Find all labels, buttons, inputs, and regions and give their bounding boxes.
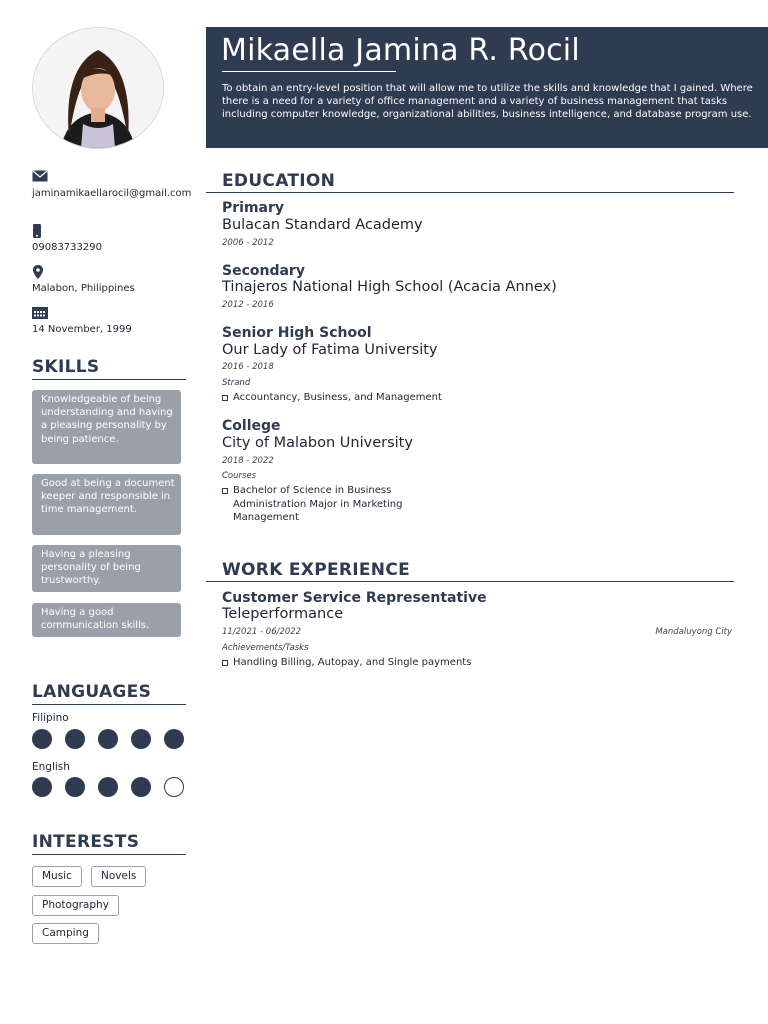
- skills-heading: SKILLS: [32, 357, 186, 380]
- rating-dot: [98, 777, 118, 797]
- language-name: Filipino: [32, 712, 69, 724]
- interest-tag: Music: [32, 866, 82, 887]
- rating-dot: [131, 729, 151, 749]
- education-level: College: [222, 418, 281, 434]
- interest-tag: Camping: [32, 923, 99, 944]
- rating-dot: [98, 729, 118, 749]
- work-sublabel: Achievements/Tasks: [222, 643, 309, 653]
- skill-item: Knowledgeable of being understanding and having a pleasing personality by being patience.: [32, 390, 181, 464]
- rating-dot: [32, 777, 52, 797]
- rating-dot: [164, 729, 184, 749]
- education-level: Primary: [222, 200, 285, 216]
- education-bullet: Accountancy, Business, and Management: [222, 391, 493, 405]
- education-school: City of Malabon University: [222, 435, 413, 451]
- skill-item: Having a good communication skills.: [32, 603, 181, 637]
- skill-item: Good at being a document keeper and responsible in time management.: [32, 474, 181, 535]
- education-sublabel: Strand: [222, 378, 251, 388]
- interest-tag: Novels: [91, 866, 146, 887]
- work-company: Teleperformance: [222, 606, 344, 622]
- language-rating-english: [32, 777, 184, 797]
- education-bullet: Bachelor of Science in Business Administration Major in Marketing Management: [222, 484, 433, 525]
- interests-heading: INTERESTS: [32, 832, 186, 855]
- location-text: Malabon, Philippines: [32, 283, 135, 294]
- candidate-name: Mikaella Jamina R. Rocil: [221, 33, 580, 68]
- education-sublabel: Courses: [222, 471, 257, 481]
- work-position: Customer Service Representative: [222, 590, 487, 606]
- rating-dot: [65, 777, 85, 797]
- education-dates: 2016 - 2018: [222, 362, 274, 372]
- education-level: Secondary: [222, 263, 305, 279]
- languages-heading: LANGUAGES: [32, 682, 186, 705]
- contact-birthday: [32, 306, 192, 336]
- phone-text[interactable]: 09083733290: [32, 242, 102, 253]
- contact-location: [32, 265, 192, 295]
- education-level: Senior High School: [222, 325, 372, 341]
- education-dates: 2018 - 2022: [222, 456, 274, 466]
- email-text[interactable]: jaminamikaellarocil@gmail.com: [32, 188, 192, 199]
- language-name: English: [32, 761, 70, 773]
- education-school: Our Lady of Fatima University: [222, 342, 438, 358]
- header-banner: [206, 27, 768, 148]
- location-pin-icon: [32, 265, 192, 279]
- calendar-icon: [32, 306, 192, 320]
- education-school: Tinajeros National High School (Acacia Annex): [222, 279, 557, 295]
- interest-tag: Photography: [32, 895, 119, 916]
- phone-icon: [32, 224, 192, 238]
- rating-dot: [65, 729, 85, 749]
- language-rating-filipino: [32, 729, 184, 749]
- work-location: Mandaluyong City: [655, 627, 732, 637]
- contact-phone: [32, 224, 192, 254]
- education-dates: 2012 - 2016: [222, 300, 274, 310]
- name-underline: [222, 71, 396, 72]
- education-heading: EDUCATION: [206, 171, 734, 193]
- birthday-text: 14 November, 1999: [32, 324, 132, 335]
- work-bullet: Handling Billing, Autopay, and Single payments: [222, 656, 633, 670]
- contact-email: [32, 170, 192, 200]
- objective-text: To obtain an entry-level position that will allow me to utilize the skills and knowledge that I gained. Where there is a need for a variety of office management and a variety of business management that tasks including computer knowledge, organizational abilities, business intelligence, and database program use.: [222, 83, 753, 121]
- rating-dot-empty: [164, 777, 184, 797]
- education-dates: 2006 - 2012: [222, 238, 274, 248]
- envelope-icon: [32, 170, 192, 184]
- rating-dot: [32, 729, 52, 749]
- rating-dot: [131, 777, 151, 797]
- work-heading: WORK EXPERIENCE: [206, 560, 734, 582]
- education-school: Bulacan Standard Academy: [222, 217, 423, 233]
- profile-photo: [32, 27, 164, 149]
- work-dates: 11/2021 - 06/2022: [222, 627, 302, 637]
- skill-item: Having a pleasing personality of being trustworthy.: [32, 545, 181, 592]
